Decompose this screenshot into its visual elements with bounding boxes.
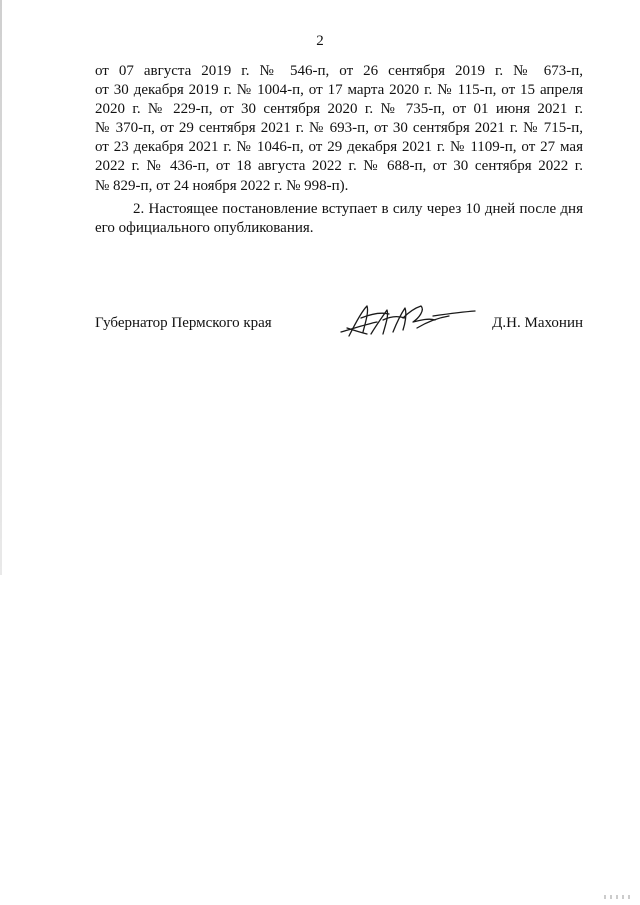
signatory-name: Д.Н. Махонин xyxy=(492,315,583,331)
handwritten-signature xyxy=(337,298,477,342)
text-line: от 30 декабря 2019 г. № 1004-п, от 17 марта 2020 г. № 115-п, от 15 апреля xyxy=(95,82,583,99)
signatory-title: Губернатор Пермского края xyxy=(95,315,272,331)
scan-artifact xyxy=(604,895,634,899)
text-line: от 23 декабря 2021 г. № 1046-п, от 29 декабря 2021 г. № 1109-п, от 27 мая xyxy=(95,139,583,156)
text-line: № 829-п, от 24 ноября 2022 г. № 998-п). xyxy=(95,177,349,194)
paragraph-amendments-list xyxy=(95,62,583,196)
text-line: от 07 августа 2019 г. № 546-п, от 26 сентября 2019 г. № 673-п, xyxy=(95,63,583,79)
text-line: его официального опубликования. xyxy=(95,220,314,237)
paragraph-effective-date xyxy=(95,200,583,238)
page-number: 2 xyxy=(316,33,324,49)
text-line: № 370-п, от 29 сентября 2021 г. № 693-п, от 30 сентября 2021 г. № 715-п, xyxy=(95,120,583,137)
scan-edge-shadow xyxy=(0,0,2,575)
text-line: 2022 г. № 436-п, от 18 августа 2022 г. № 688-п, от 30 сентября 2022 г. xyxy=(95,158,583,175)
signature-block xyxy=(95,314,583,354)
text-line: 2020 г. № 229-п, от 30 сентября 2020 г. № 735-п, от 01 июня 2021 г. xyxy=(95,101,583,118)
text-line: 2. Настоящее постановление вступает в силу через 10 дней после дня xyxy=(133,201,583,217)
